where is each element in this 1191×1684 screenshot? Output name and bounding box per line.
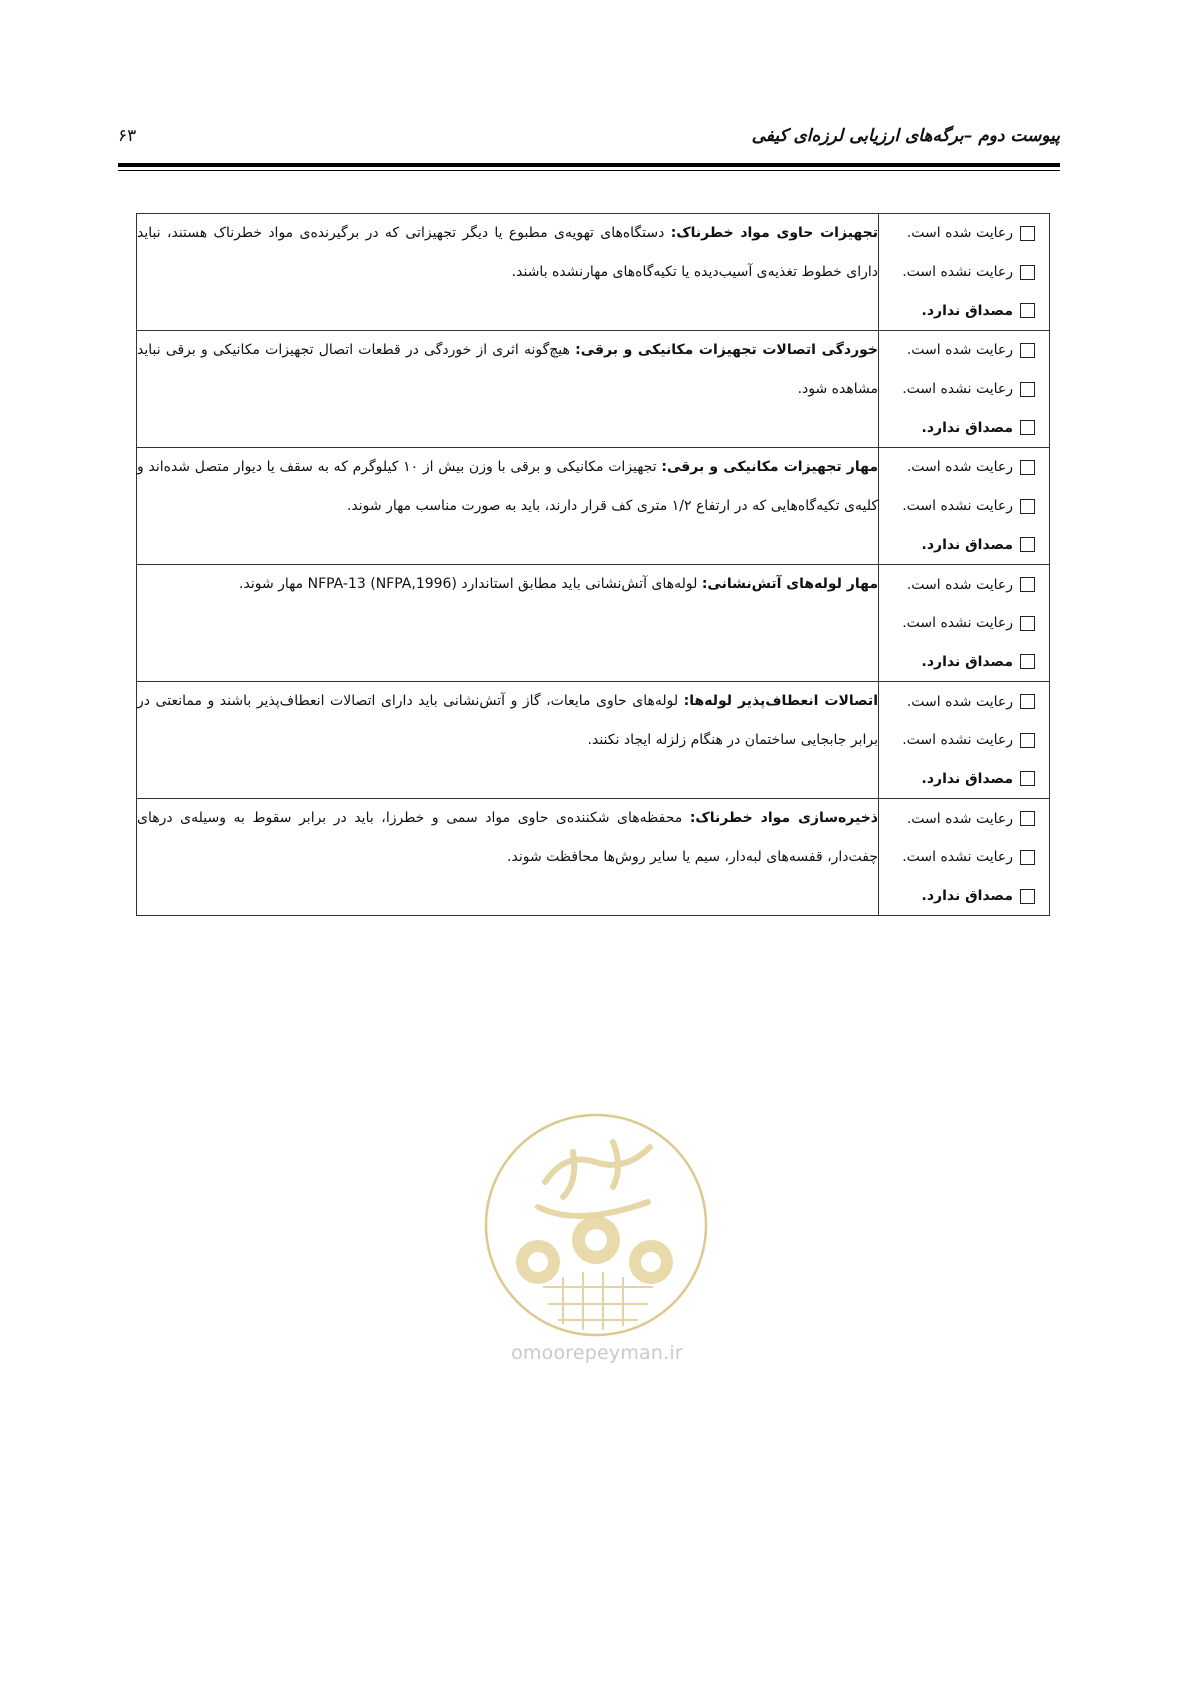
checkbox-complied[interactable] bbox=[1020, 226, 1035, 241]
option-not-applicable[interactable] bbox=[879, 760, 1049, 799]
description-text bbox=[137, 331, 878, 408]
options-cell bbox=[879, 565, 1050, 682]
checkbox-not-complied[interactable] bbox=[1020, 733, 1035, 748]
description-text bbox=[137, 682, 878, 759]
description-cell bbox=[137, 448, 879, 565]
description-text bbox=[137, 214, 878, 291]
option-label: رعایت نشده است. bbox=[902, 498, 1013, 515]
option-complied[interactable] bbox=[879, 565, 1049, 604]
checkbox-not-complied[interactable] bbox=[1020, 616, 1035, 631]
header-rule-thick bbox=[118, 163, 1060, 167]
option-label: مصداق ندارد. bbox=[921, 770, 1013, 787]
checklist-row bbox=[137, 565, 1050, 682]
option-label: رعایت نشده است. bbox=[902, 849, 1013, 866]
option-not-complied[interactable] bbox=[879, 604, 1049, 643]
option-not-complied[interactable] bbox=[879, 370, 1049, 409]
option-label: رعایت شده است. bbox=[906, 810, 1013, 827]
checkbox-complied[interactable] bbox=[1020, 811, 1035, 826]
checkbox-complied[interactable] bbox=[1020, 577, 1035, 592]
checkbox-not-applicable[interactable] bbox=[1020, 303, 1035, 318]
option-not-complied[interactable] bbox=[879, 487, 1049, 526]
option-label: رعایت نشده است. bbox=[902, 732, 1013, 749]
checklist-row bbox=[137, 214, 1050, 331]
checkbox-not-complied[interactable] bbox=[1020, 382, 1035, 397]
option-complied[interactable] bbox=[879, 214, 1049, 253]
header-title: پیوست دوم –برگه‌های ارزیابی لرزه‌ای کیفی bbox=[751, 126, 1060, 146]
checkbox-not-applicable[interactable] bbox=[1020, 771, 1035, 786]
option-label: رعایت شده است. bbox=[906, 459, 1013, 476]
option-label: رعایت شده است. bbox=[906, 693, 1013, 710]
options-cell bbox=[879, 331, 1050, 448]
item-body: محفظه‌های شکننده‌ی حاوی مواد سمی و خطرزا، باید در برابر سقوط به وسیله‌ی درهای چفت‌دار، قفسه‌های لبه‌دار، سیم یا سایر روش‌ها محافظت شوند. bbox=[137, 810, 878, 866]
checkbox-complied[interactable] bbox=[1020, 343, 1035, 358]
checklist-row bbox=[137, 331, 1050, 448]
description-text bbox=[137, 448, 878, 525]
option-not-complied[interactable] bbox=[879, 838, 1049, 877]
option-label: رعایت نشده است. bbox=[902, 615, 1013, 632]
option-label: مصداق ندارد. bbox=[921, 302, 1013, 319]
option-label: مصداق ندارد. bbox=[921, 888, 1013, 905]
watermark-logo bbox=[483, 1112, 709, 1338]
options-cell bbox=[879, 214, 1050, 331]
item-heading: خوردگی اتصالات تجهیزات مکانیکی و برقی: bbox=[575, 342, 878, 359]
option-label: مصداق ندارد. bbox=[921, 536, 1013, 553]
description-text bbox=[137, 565, 878, 604]
description-cell bbox=[137, 214, 879, 331]
item-heading: مهار تجهیزات مکانیکی و برقی: bbox=[661, 459, 878, 476]
option-not-applicable[interactable] bbox=[879, 877, 1049, 916]
checkbox-complied[interactable] bbox=[1020, 694, 1035, 709]
option-label: رعایت شده است. bbox=[906, 342, 1013, 359]
page-header bbox=[118, 126, 1060, 154]
item-body: هیچ‌گونه اثری از خوردگی در قطعات اتصال تجهیزات مکانیکی و برقی نباید مشاهده شود. bbox=[137, 342, 878, 397]
options-cell bbox=[879, 448, 1050, 565]
option-label: رعایت نشده است. bbox=[902, 381, 1013, 398]
options-cell bbox=[879, 682, 1050, 799]
option-not-applicable[interactable] bbox=[879, 526, 1049, 565]
checklist-row bbox=[137, 799, 1050, 916]
item-heading: تجهیزات حاوی مواد خطرناک: bbox=[670, 225, 878, 241]
option-not-applicable[interactable] bbox=[879, 643, 1049, 682]
checkbox-not-applicable[interactable] bbox=[1020, 537, 1035, 552]
checkbox-complied[interactable] bbox=[1020, 460, 1035, 475]
description-text bbox=[137, 799, 878, 876]
option-not-complied[interactable] bbox=[879, 253, 1049, 292]
option-complied[interactable] bbox=[879, 331, 1049, 370]
option-label: مصداق ندارد. bbox=[921, 653, 1013, 670]
header-rule-thin bbox=[118, 170, 1060, 171]
checkbox-not-complied[interactable] bbox=[1020, 265, 1035, 280]
checklist-table bbox=[136, 213, 1050, 916]
option-complied[interactable] bbox=[879, 682, 1049, 721]
option-complied[interactable] bbox=[879, 799, 1049, 838]
description-cell bbox=[137, 331, 879, 448]
option-not-complied[interactable] bbox=[879, 721, 1049, 760]
description-cell bbox=[137, 565, 879, 682]
checklist-row bbox=[137, 448, 1050, 565]
option-not-applicable[interactable] bbox=[879, 291, 1049, 330]
option-complied[interactable] bbox=[879, 448, 1049, 487]
item-heading: ذخیره‌سازی مواد خطرناک: bbox=[689, 810, 878, 827]
page-number: ۶۳ bbox=[118, 126, 137, 146]
checkbox-not-applicable[interactable] bbox=[1020, 654, 1035, 669]
checkbox-not-applicable[interactable] bbox=[1020, 420, 1035, 435]
checkbox-not-applicable[interactable] bbox=[1020, 889, 1035, 904]
item-body: تجهیزات مکانیکی و برقی با وزن بیش از ۱۰ کیلوگرم که به سقف یا دیوار متصل شده‌اند و کلیه‌ی تکیه‌گاه‌هایی که در ارتفاع ۱/۲ متری کف قرار دارند، باید به صورت مناسب مهار شوند. bbox=[137, 459, 878, 514]
option-not-applicable[interactable] bbox=[879, 408, 1049, 447]
item-body: دستگاه‌های تهویه‌ی مطبوع یا دیگر تجهیزاتی که در برگیرنده‌ی مواد خطرناک هستند، نباید دارای خطوط تغذیه‌ی آسیب‌دیده یا تکیه‌گاه‌های مهارنشده باشند. bbox=[137, 225, 878, 280]
option-label: مصداق ندارد. bbox=[921, 419, 1013, 436]
options-cell bbox=[879, 799, 1050, 916]
watermark-site: omoorepeyman.ir bbox=[511, 1342, 683, 1364]
item-body: لوله‌های حاوی مایعات، گاز و آتش‌نشانی باید دارای اتصالات انعطاف‌پذیر باشند و ممانعتی در برابر جابجایی ساختمان در هنگام زلزله ایجاد نکنند. bbox=[137, 693, 878, 748]
description-cell bbox=[137, 799, 879, 916]
option-label: رعایت شده است. bbox=[906, 225, 1013, 242]
checkbox-not-complied[interactable] bbox=[1020, 850, 1035, 865]
option-label: رعایت شده است. bbox=[906, 576, 1013, 593]
item-body: لوله‌های آتش‌نشانی باید مطابق استاندارد NFPA-13 (NFPA,1996) مهار شوند. bbox=[239, 576, 702, 593]
item-heading: مهار لوله‌های آتش‌نشانی: bbox=[701, 576, 878, 593]
item-heading: اتصالات انعطاف‌پذیر لوله‌ها: bbox=[683, 693, 878, 710]
checklist-row bbox=[137, 682, 1050, 799]
option-label: رعایت نشده است. bbox=[902, 264, 1013, 281]
description-cell bbox=[137, 682, 879, 799]
checkbox-not-complied[interactable] bbox=[1020, 499, 1035, 514]
